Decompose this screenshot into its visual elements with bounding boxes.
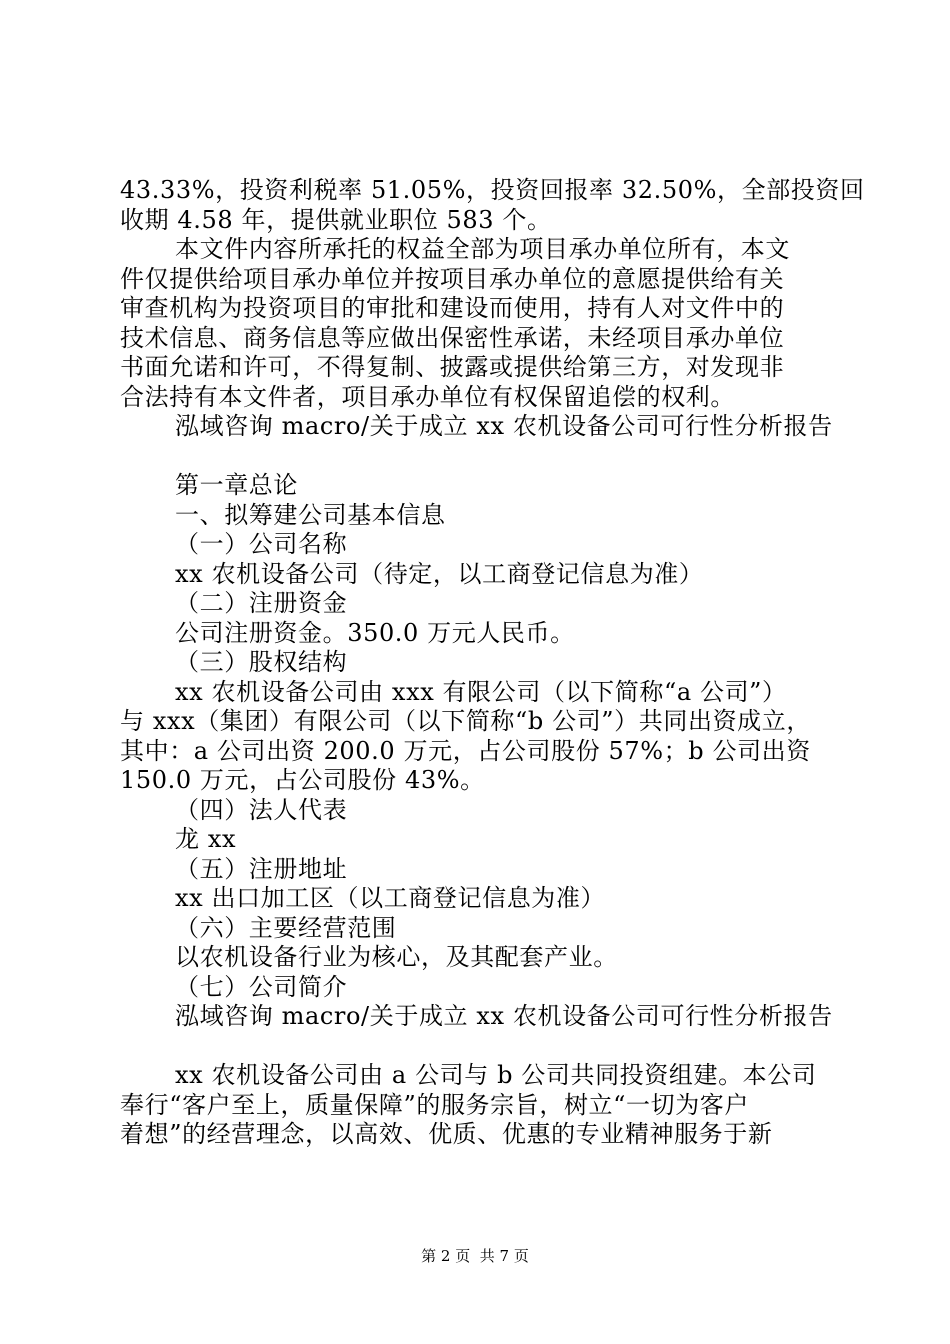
paragraph-line: 本文件内容所承托的权益全部为项目承办单位所有，本文 — [175, 235, 790, 263]
subsection-heading: （三）股权结构 — [175, 648, 348, 676]
subsection-heading: （七）公司简介 — [175, 972, 348, 1001]
subsection-heading: （一）公司名称 — [175, 530, 348, 558]
blank-line — [120, 442, 835, 472]
text-line: 收期 4.58 年，提供就业职位 583 个。 — [120, 205, 552, 234]
text-line: 着想”的经营理念，以高效、优质、优惠的专业精神服务于新 — [120, 1120, 773, 1148]
document-body — [120, 176, 865, 1150]
text-line: 43.33%，投资利税率 51.05%，投资回报率 32.50%，全部投资回 — [120, 176, 865, 204]
chapter-title: 第一章总论 — [175, 471, 298, 499]
text-line: 奉行“客户至上，质量保障”的服务宗旨，树立“一切为客户 — [120, 1090, 750, 1119]
text-line: 公司注册资金。350.0 万元人民币。 — [175, 618, 575, 647]
text-line: 合法持有本文件者，项目承办单位有权保留追偿的权利。 — [120, 382, 735, 411]
blank-line — [120, 1032, 835, 1062]
paragraph-line: xx 农机设备公司由 xxx 有限公司（以下简称“a 公司”） — [175, 677, 787, 706]
section-heading: 一、拟筹建公司基本信息 — [175, 500, 446, 529]
running-header: 泓域咨询 macro/关于成立 xx 农机设备公司可行性分析报告 — [175, 1002, 833, 1030]
subsection-heading: （四）法人代表 — [175, 795, 348, 824]
page-number-footer: 第 2 页 共 7 页 — [421, 1247, 529, 1265]
running-header: 泓域咨询 macro/关于成立 xx 农机设备公司可行性分析报告 — [175, 412, 833, 440]
subsection-heading: （五）注册地址 — [175, 854, 348, 883]
text-line: 以农机设备行业为核心，及其配套产业。 — [175, 943, 618, 971]
text-line: xx 出口加工区（以工商登记信息为准） — [175, 884, 606, 912]
subsection-heading: （六）主要经营范围 — [175, 913, 397, 942]
text-line: 其中：a 公司出资 200.0 万元，占公司股份 57%；b 公司出资 — [120, 736, 811, 765]
text-line: 150.0 万元，占公司股份 43%。 — [120, 766, 485, 794]
text-line: 审查机构为投资项目的审批和建设而使用，持有人对文件中的 — [120, 294, 785, 322]
text-line: 技术信息、商务信息等应做出保密性承诺，未经项目承办单位 — [120, 323, 785, 352]
text-line: 书面允诺和许可，不得复制、披露或提供给第三方，对发现非 — [120, 353, 785, 381]
text-line: 件仅提供给项目承办单位并按项目承办单位的意愿提供给有关 — [120, 264, 785, 293]
text-line: xx 农机设备公司（待定，以工商登记信息为准） — [175, 559, 704, 588]
text-line: 龙 xx — [175, 825, 237, 853]
subsection-heading: （二）注册资金 — [175, 589, 348, 617]
text-line: 与 xxx（集团）有限公司（以下简称“b 公司”）共同出资成立， — [120, 707, 811, 735]
paragraph-line: xx 农机设备公司由 a 公司与 b 公司共同投资组建。本公司 — [175, 1061, 817, 1089]
